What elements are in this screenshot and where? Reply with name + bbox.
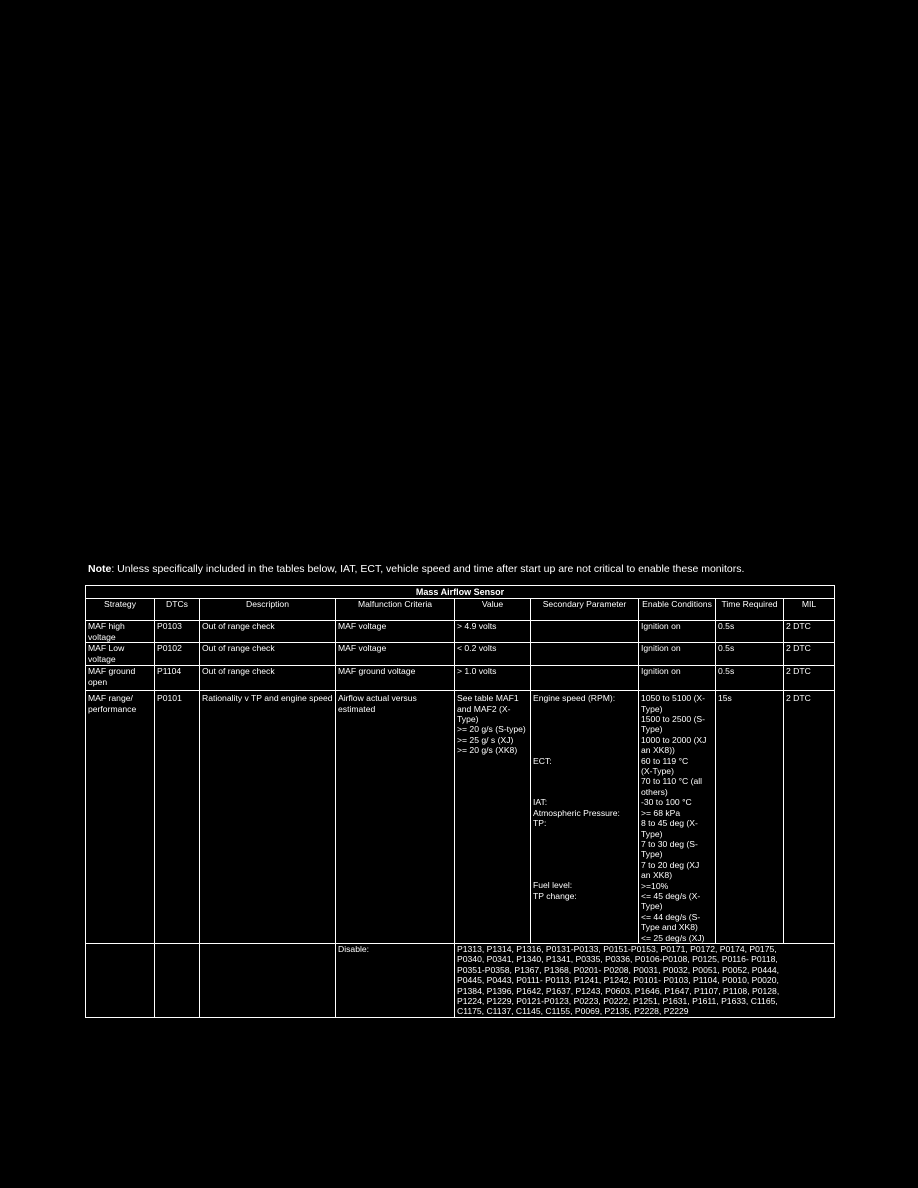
value-cell: > 1.0 volts <box>455 666 531 691</box>
dtc-cell <box>155 943 200 1017</box>
criteria-cell: Airflow actual versus estimated <box>336 691 455 944</box>
criteria-cell: MAF voltage <box>336 643 455 666</box>
column-header: Description <box>200 599 336 621</box>
cell-line: Type) <box>641 703 663 714</box>
value-cell: < 0.2 volts <box>455 643 531 666</box>
cell-line: C1175, C1137, C1145, C1155, P0069, P2135, P2228, P2229 <box>457 1006 689 1017</box>
time-cell: 0.5s <box>716 666 784 691</box>
description-cell: Out of range check <box>200 621 336 643</box>
cell-line: ECT: <box>533 755 552 766</box>
cell-line <box>533 860 636 870</box>
table-header-row <box>86 599 835 621</box>
dtc-cell: P0102 <box>155 643 200 666</box>
strategy-cell <box>86 943 155 1017</box>
dtc-cell: P1104 <box>155 666 200 691</box>
cell-line <box>533 839 636 849</box>
description-cell <box>200 943 336 1017</box>
cell-line: (X-Type) <box>641 766 674 777</box>
cell-line: >=10% <box>641 880 669 891</box>
cell-line: >= 25 g/ s (XJ) <box>457 734 514 745</box>
mil-cell: 2 DTC <box>784 621 835 643</box>
table-row <box>86 943 835 1017</box>
cell-line: >= 20 g/s (S-type) <box>457 724 526 735</box>
column-header: MIL <box>784 599 835 621</box>
cell-line: 1500 to 2500 (S- <box>641 714 706 725</box>
enable-cell <box>639 691 716 944</box>
cell-line <box>533 787 636 797</box>
table-row <box>86 666 835 691</box>
cell-line: 1050 to 5100 (X- <box>641 693 706 704</box>
note-body: : Unless specifically included in the tables below, IAT, ECT, vehicle speed and time after start up are not critical to enable these monitors. <box>111 563 745 575</box>
cell-line: P0445, P0443, P0111- P0113, P1241, P1242, P0101- P0103, P1104, P0010, P0020, <box>457 975 779 986</box>
cell-line <box>533 724 636 734</box>
dtc-cell: P0103 <box>155 621 200 643</box>
strategy-cell: MAF Low voltage <box>86 643 155 666</box>
column-header: Time Required <box>716 599 784 621</box>
secondary-cell <box>531 643 639 666</box>
cell-line: >= 68 kPa <box>641 807 681 818</box>
cell-line: Engine speed (RPM): <box>533 693 616 704</box>
cell-line <box>533 766 636 776</box>
cell-line: TP change: <box>533 890 577 901</box>
cell-line <box>533 849 636 859</box>
cell-line: 7 to 20 deg (XJ <box>641 859 700 870</box>
criteria-cell: Disable: <box>336 943 455 1017</box>
cell-line: Fuel level: <box>533 880 573 891</box>
cell-line <box>533 745 636 755</box>
cell-line: an XK8) <box>641 870 673 881</box>
table-row <box>86 621 835 643</box>
mil-cell: 2 DTC <box>784 666 835 691</box>
value-cell: > 4.9 volts <box>455 621 531 643</box>
cell-line: TP: <box>533 817 547 828</box>
table-title-row <box>86 586 835 599</box>
criteria-cell: MAF voltage <box>336 621 455 643</box>
cell-line: Type) <box>457 714 479 725</box>
table-row <box>86 691 835 944</box>
cell-line <box>533 714 636 724</box>
table-title: Mass Airflow Sensor <box>86 586 835 599</box>
column-header: Value <box>455 599 531 621</box>
column-header: DTCs <box>155 599 200 621</box>
column-header: Strategy <box>86 599 155 621</box>
cell-line: Type) <box>641 901 663 912</box>
enable-cell: Ignition on <box>639 643 716 666</box>
cell-line: <= 25 deg/s (XJ) <box>641 932 705 943</box>
cell-line: See table MAF1 <box>457 693 519 704</box>
time-cell: 0.5s <box>716 643 784 666</box>
cell-line: <= 44 deg/s (S- <box>641 911 701 922</box>
disable-list-cell <box>455 943 835 1017</box>
column-header: Enable Conditions <box>639 599 716 621</box>
cell-line: Atmospheric Pressure: <box>533 807 620 818</box>
cell-line: Type) <box>641 724 663 735</box>
cell-line: 7 to 30 deg (S- <box>641 838 698 849</box>
cell-line <box>533 776 636 786</box>
note-panel <box>70 555 848 1042</box>
cell-line: >= 20 g/s (XK8) <box>457 745 518 756</box>
dtc-cell: P0101 <box>155 691 200 944</box>
description-cell: Out of range check <box>200 666 336 691</box>
secondary-cell <box>531 621 639 643</box>
strategy-cell: MAF ground open <box>86 666 155 691</box>
cell-line: Type and XK8) <box>641 922 698 933</box>
column-header: Malfunction Criteria <box>336 599 455 621</box>
strategy-cell: MAF range/ performance <box>86 691 155 944</box>
cell-line: and MAF2 (X- <box>457 703 511 714</box>
time-cell: 15s <box>716 691 784 944</box>
strategy-cell: MAF high voltage <box>86 621 155 643</box>
cell-line: Type) <box>641 849 663 860</box>
cell-line: -30 to 100 °C <box>641 797 692 808</box>
mass-airflow-table <box>85 585 835 1018</box>
enable-cell: Ignition on <box>639 666 716 691</box>
cell-line: 70 to 110 °C (all <box>641 776 703 787</box>
cell-line: P1224, P1229, P0121-P0123, P0223, P0222, P1251, P1631, P1611, P1633, C1165, <box>457 996 778 1006</box>
cell-line <box>533 828 636 838</box>
criteria-cell: MAF ground voltage <box>336 666 455 691</box>
cell-line <box>533 870 636 880</box>
description-cell: Out of range check <box>200 643 336 666</box>
mil-cell: 2 DTC <box>784 643 835 666</box>
cell-line <box>533 735 636 745</box>
secondary-cell <box>531 666 639 691</box>
cell-line: an XK8)) <box>641 745 675 756</box>
cell-line: P1313, P1314, P1316, P0131-P0133, P0151-P0153, P0171, P0172, P0174, P0175, <box>457 943 777 954</box>
secondary-cell <box>531 691 639 944</box>
cell-line: Type) <box>641 828 663 839</box>
table-row <box>86 643 835 666</box>
cell-line: P0340, P0341, P1340, P1341, P0335, P0336, P0106-P0108, P0125, P0116- P0118, <box>457 954 778 965</box>
value-cell <box>455 691 531 944</box>
cell-line: 8 to 45 deg (X- <box>641 818 698 829</box>
enable-cell: Ignition on <box>639 621 716 643</box>
column-header: Secondary Parameter <box>531 599 639 621</box>
time-cell: 0.5s <box>716 621 784 643</box>
cell-line: <= 45 deg/s (X- <box>641 890 701 901</box>
cell-line: 1000 to 2000 (XJ <box>641 734 707 745</box>
cell-line <box>533 704 636 714</box>
note-label: Note <box>88 563 112 575</box>
cell-line: 60 to 119 °C <box>641 755 689 766</box>
description-cell: Rationality v TP and engine speed <box>200 691 336 944</box>
cell-line: P1384, P1396, P1642, P1637, P1243, P0603, P1646, P1647, P1107, P1108, P0128, <box>457 985 780 996</box>
note-text <box>88 563 744 575</box>
mil-cell: 2 DTC <box>784 691 835 944</box>
cell-line: IAT: <box>533 797 548 808</box>
cell-line: P0351-P0358, P1367, P1368, P0201- P0208, P0031, P0032, P0051, P0052, P0444, <box>457 964 780 975</box>
cell-line: others) <box>641 786 668 797</box>
